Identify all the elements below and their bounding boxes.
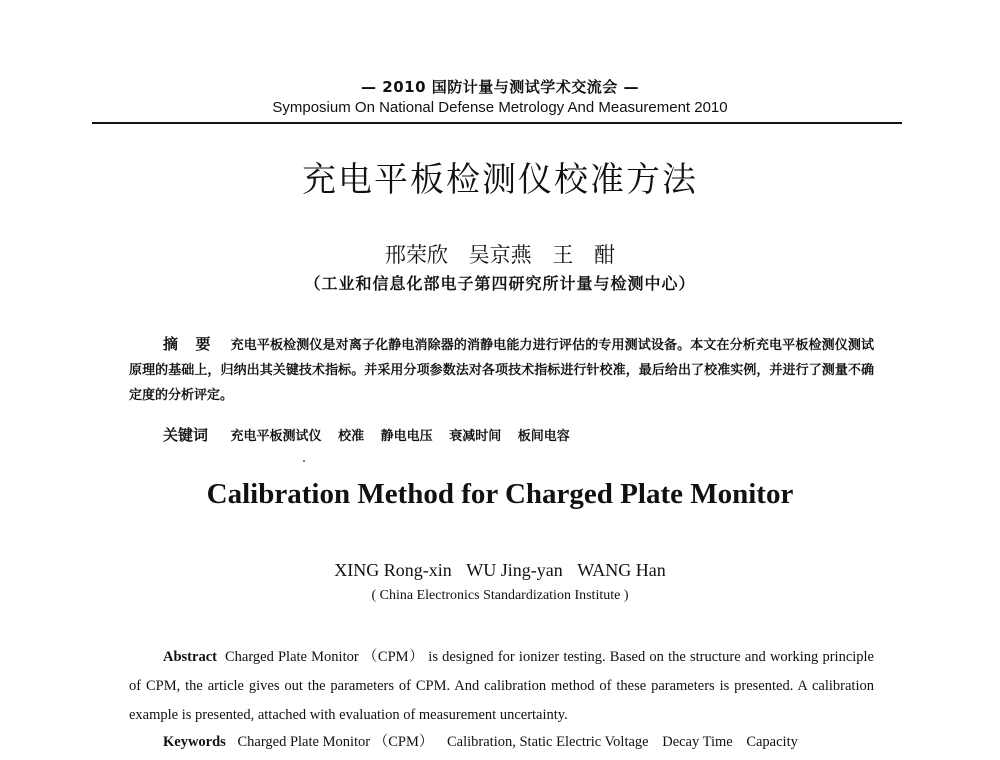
author-en: XING Rong-xin xyxy=(334,560,452,580)
keyword-en: Calibration, Static Electric Voltage xyxy=(446,734,649,750)
keyword-cn: 校准 xyxy=(338,429,365,444)
authors-en xyxy=(0,560,1000,581)
authors-cn: 邢荣欣 吴京燕 王 酣 xyxy=(384,243,616,267)
header-rule xyxy=(92,122,902,124)
abstract-cn-label: 摘 要 xyxy=(163,335,217,353)
author-en: WU Jing-yan xyxy=(466,560,563,580)
keywords-cn-label: 关键词 xyxy=(163,426,209,444)
abstract-cn xyxy=(129,332,874,408)
author-en: WANG Han xyxy=(577,560,666,580)
affiliation-en: ( China Electronics Standardization Institute ) xyxy=(371,588,629,603)
affiliation-cn: （工业和信息化部电子第四研究所计量与检测中心） xyxy=(304,274,696,293)
keywords-en-label: Keywords xyxy=(163,734,226,750)
keyword-en: Charged Plate Monitor （CPM） xyxy=(237,734,434,750)
keywords-en xyxy=(163,730,808,751)
abstract-cn-text: 充电平板检测仪是对离子化静电消除器的消静电能力进行评估的专用测试设备。本文在分析充电平板检测仪测试原理的基础上，归纳出其关键技术指标。并采用分项参数法对各项技术指标进行针校准，最后给出了校准实例，并进行了测量不确定度的分析评定。 xyxy=(129,338,874,403)
stray-dot xyxy=(303,460,305,462)
keyword-cn: 充电平板测试仪 xyxy=(230,429,322,444)
keywords-cn xyxy=(163,424,582,445)
keyword-cn: 板间电容 xyxy=(517,429,570,444)
conference-header-en: Symposium On National Defense Metrology And Measurement 2010 xyxy=(272,99,728,116)
keyword-en: Decay Time xyxy=(662,734,733,750)
keyword-cn: 衰减时间 xyxy=(449,429,502,444)
abstract-en xyxy=(129,643,874,730)
paper-title-en: Calibration Method for Charged Plate Monitor xyxy=(206,478,794,510)
keyword-en: Capacity xyxy=(746,734,798,750)
conference-header-cn: — 2010 国防计量与测试学术交流会 — xyxy=(361,78,639,96)
keyword-cn: 静电电压 xyxy=(380,429,433,444)
abstract-en-label: Abstract xyxy=(163,649,217,665)
abstract-en-text: Charged Plate Monitor （CPM） is designed for ionizer testing. Based on the structure and working principle of CPM, the article gives out the parameters of CPM. And calibration method of these parameters is presented. A calibration example is presented, attached with evaluation of measurement uncertainty. xyxy=(129,649,874,723)
paper-title-cn: 充电平板检测仪校准方法 xyxy=(302,160,698,200)
